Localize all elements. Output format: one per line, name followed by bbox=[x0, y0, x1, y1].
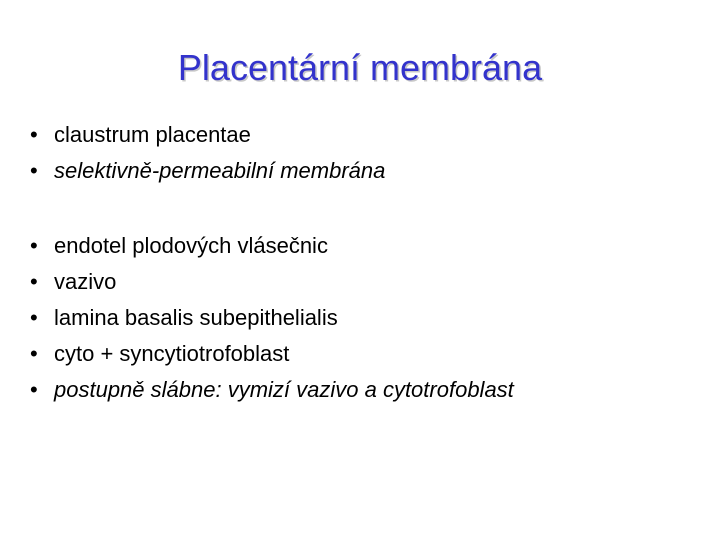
list-item bbox=[30, 228, 514, 264]
list-item-text: claustrum placentae bbox=[54, 122, 251, 147]
slide-title: Placentární membrána bbox=[177, 47, 543, 88]
bullet-icon: • bbox=[30, 341, 38, 366]
bullet-list-primary bbox=[30, 117, 385, 189]
list-item bbox=[30, 336, 514, 372]
list-item bbox=[30, 264, 514, 300]
bullet-icon: • bbox=[30, 122, 38, 147]
list-item bbox=[30, 372, 514, 408]
list-item bbox=[30, 153, 385, 189]
list-item bbox=[30, 117, 385, 153]
bullet-icon: • bbox=[30, 269, 38, 294]
list-item-text: cyto + syncytiotrofoblast bbox=[54, 341, 290, 366]
list-item-text: vazivo bbox=[54, 269, 117, 294]
bullet-icon: • bbox=[30, 233, 38, 258]
list-item-text: selektivně-permeabilní membrána bbox=[54, 158, 386, 183]
list-item-text: postupně slábne: vymizí vazivo a cytotrofoblast bbox=[54, 377, 514, 402]
bullet-list-secondary bbox=[30, 228, 514, 408]
bullet-icon: • bbox=[30, 158, 38, 183]
bullet-icon: • bbox=[30, 377, 38, 402]
list-item bbox=[30, 300, 514, 336]
list-item-text: lamina basalis subepithelialis bbox=[54, 305, 338, 330]
bullet-icon: • bbox=[30, 305, 38, 330]
list-item-text: endotel plodových vlásečnic bbox=[54, 233, 328, 258]
